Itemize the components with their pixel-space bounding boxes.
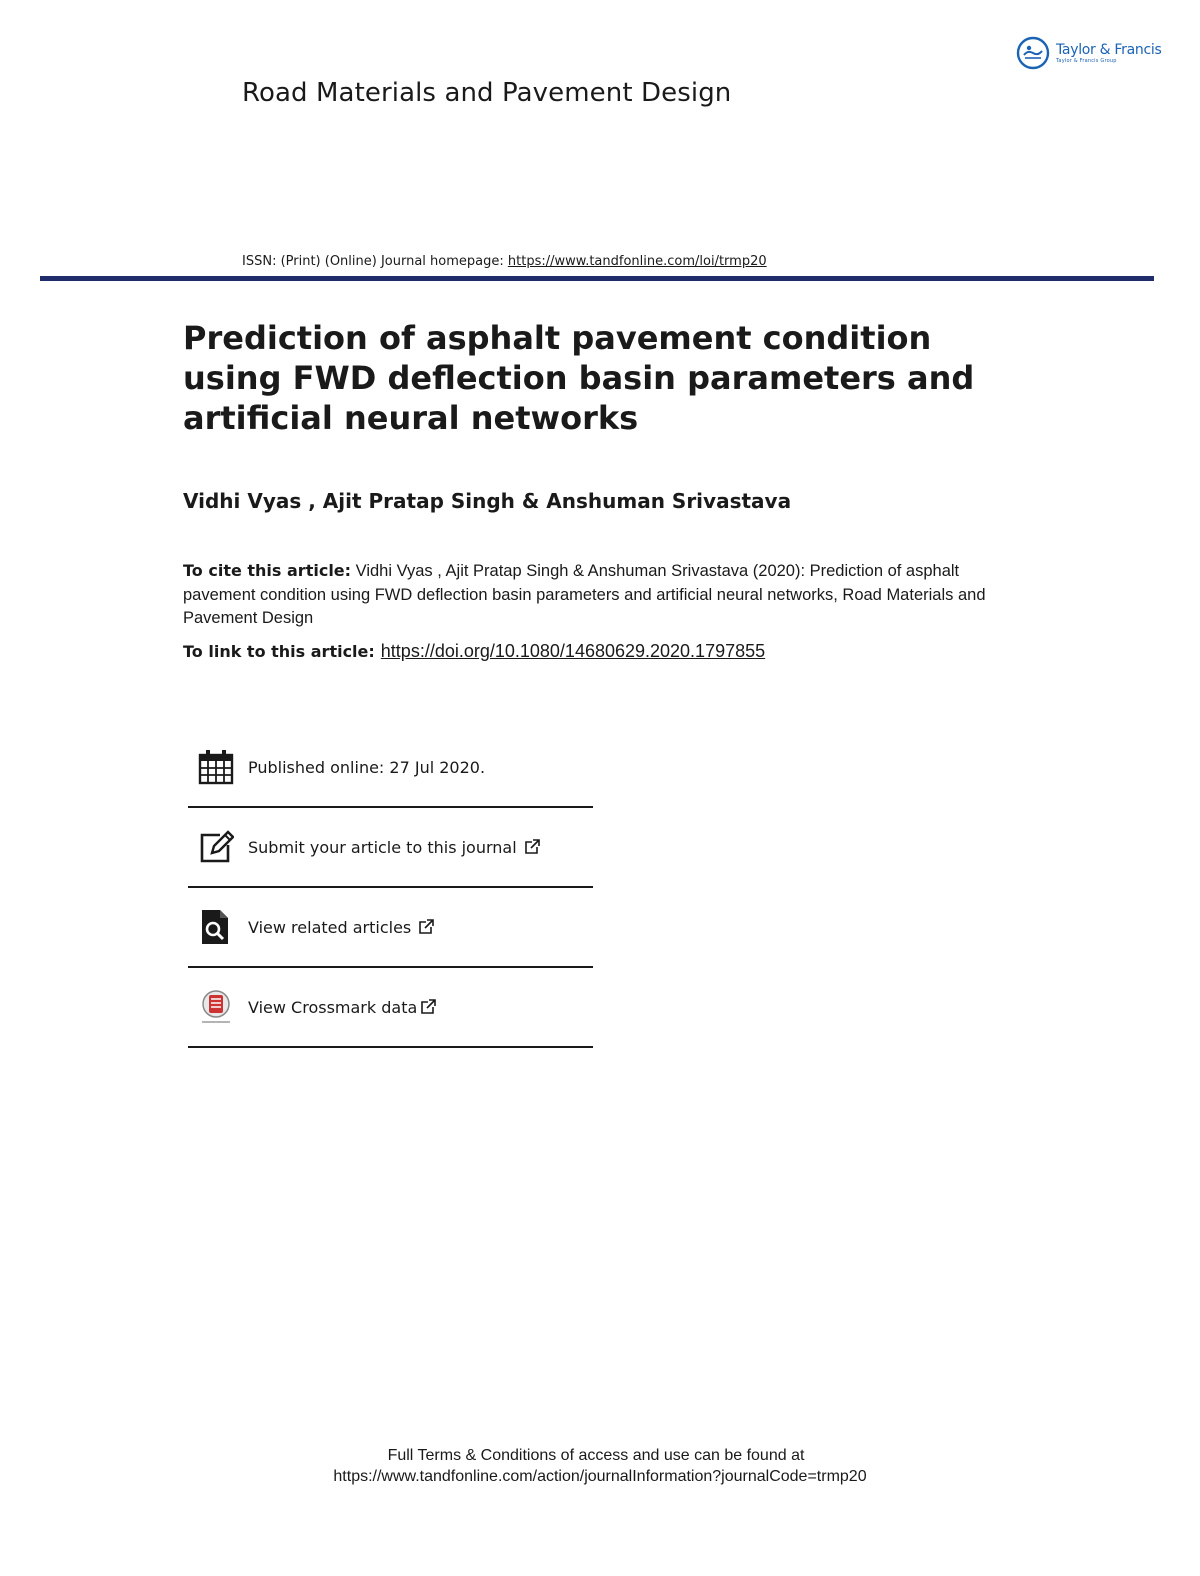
publisher-logo <box>1016 36 1161 70</box>
submit-row[interactable] <box>188 808 593 888</box>
published-row <box>188 728 593 808</box>
submit-article-link[interactable]: Submit your article to this journal <box>248 837 517 857</box>
publisher-logo-icon <box>1016 36 1050 70</box>
publisher-tagline: Taylor & Francis Group <box>1056 57 1117 64</box>
crossmark-row[interactable] <box>188 968 593 1048</box>
doi-link[interactable]: https://doi.org/10.1080/14680629.2020.1797855 <box>380 641 766 661</box>
issn-line <box>242 254 767 269</box>
journal-title: Road Materials and Pavement Design <box>242 78 732 108</box>
published-date: Published online: 27 Jul 2020. <box>248 757 486 777</box>
external-link-icon <box>523 838 541 856</box>
calendar-icon <box>198 749 234 785</box>
journal-homepage-link[interactable]: https://www.tandfonline.com/loi/trmp20 <box>507 254 767 269</box>
article-link-line <box>183 641 765 662</box>
footer <box>0 1445 1200 1487</box>
article-link-label: To link to this article: <box>183 642 375 661</box>
footer-terms-text: Full Terms & Conditions of access and use can be found at <box>387 1447 805 1464</box>
crossmark-link[interactable]: View Crossmark data <box>248 997 418 1017</box>
header-rule <box>40 276 1154 281</box>
external-link-icon <box>419 998 437 1016</box>
article-authors: Vidhi Vyas , Ajit Pratap Singh & Anshuman Srivastava <box>183 489 792 513</box>
article-title: Prediction of asphalt pavement condition using FWD deflection basin parameters and artificial neural networks <box>183 319 975 437</box>
related-row[interactable] <box>188 888 593 968</box>
related-articles-link[interactable]: View related articles <box>248 917 412 937</box>
footer-terms-url[interactable]: https://www.tandfonline.com/action/journalInformation?journalCode=trmp20 <box>333 1468 867 1485</box>
article-info-box <box>188 728 593 1048</box>
issn-prefix: ISSN: (Print) (Online) Journal homepage: <box>242 254 508 269</box>
citation-label: To cite this article: <box>183 561 352 580</box>
crossmark-icon <box>198 989 234 1025</box>
publisher-name: Taylor & Francis <box>1056 41 1162 58</box>
external-link-icon <box>417 918 435 936</box>
citation-text: Vidhi Vyas , Ajit Pratap Singh & Anshuman Srivastava (2020): Prediction of asphalt pavement condition using FWD deflection basin parameters and artificial neural networks, Road Materials and Pavement Design <box>183 562 986 627</box>
edit-icon <box>198 829 234 865</box>
citation-block <box>183 559 1013 631</box>
document-search-icon <box>198 909 234 945</box>
